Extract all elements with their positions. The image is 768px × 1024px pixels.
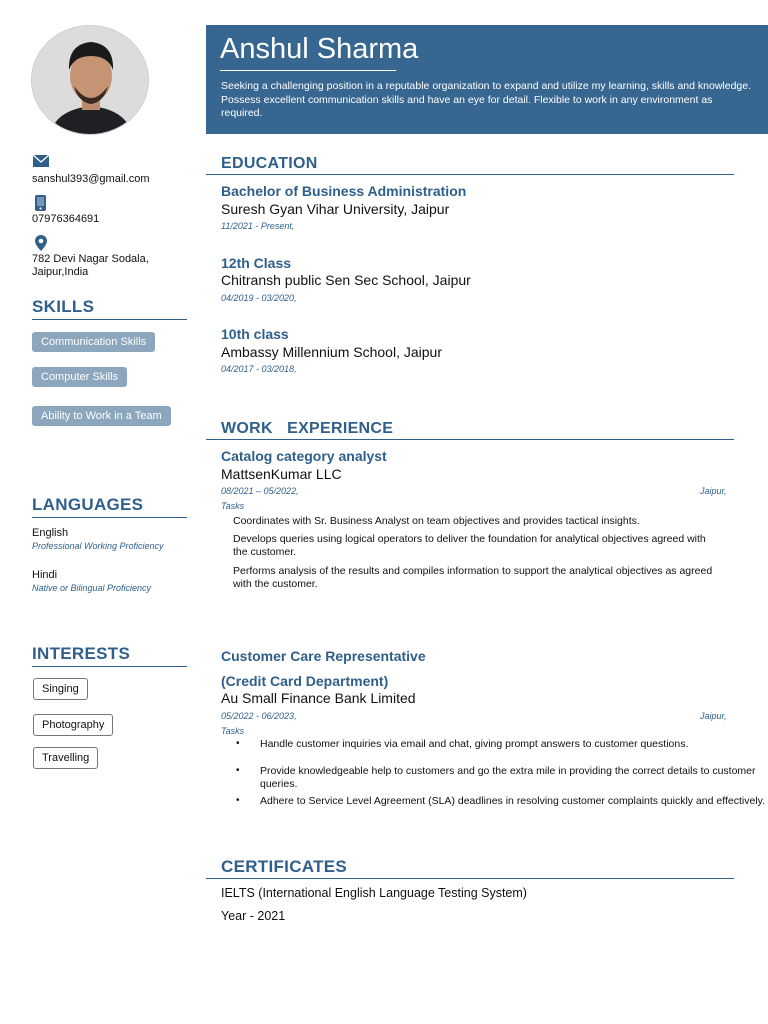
job-company: Au Small Finance Bank Limited: [221, 690, 416, 706]
job-duty: Handle customer inquiries via email and chat, giving prompt answers to customer questions.: [260, 738, 689, 750]
education-institution: Chitransh public Sen Sec School, Jaipur: [221, 272, 471, 288]
language-name: Hindi: [32, 569, 58, 581]
job-duty: Develops queries using logical operators to deliver the foundation for analytical objectives agreed with the customer.: [233, 533, 706, 558]
education-institution: Ambassy Millennium School, Jaipur: [221, 344, 442, 360]
education-degree: 12th Class: [221, 255, 292, 271]
job-duty: Coordinates with Sr. Business Analyst on team objectives and provides tactical insights.: [233, 515, 640, 527]
location-pin-icon: [35, 235, 47, 251]
bullet-marker: •: [236, 765, 240, 776]
interest-tag: Photography: [33, 714, 113, 736]
job-location: Jaipur,: [700, 486, 727, 496]
name-underline: [220, 70, 396, 71]
profile-summary: Seeking a challenging position in a reputable organization to expand and utilize my learning, skills and knowledge. Possess excellent communication skills and have an eye for detail. Flexible to work in any environment as required.: [221, 80, 752, 119]
job-dates: 05/2022 - 06/2023,: [221, 711, 297, 721]
job-title: Catalog category analyst: [221, 448, 387, 464]
skill-pill: Computer Skills: [32, 367, 127, 387]
certificate-name: IELTS (International English Language Testing System): [221, 886, 527, 900]
candidate-name: Anshul Sharma: [220, 33, 419, 65]
education-dates: 04/2019 - 03/2020,: [221, 293, 297, 303]
job-duty: Adhere to Service Level Agreement (SLA) deadlines in resolving customer complaints quickly and effectively.: [260, 795, 766, 807]
job-title: Customer Care Representative: [221, 648, 426, 664]
mail-icon: [33, 155, 49, 167]
job-company: MattsenKumar LLC: [221, 466, 342, 482]
contact-email[interactable]: sanshul393@gmail.com: [32, 173, 150, 185]
experience-heading: WORK EXPERIENCE: [206, 420, 734, 440]
interests-heading: INTERESTS: [32, 644, 187, 667]
language-level: Professional Working Proficiency: [32, 541, 164, 551]
education-degree: 10th class: [221, 326, 289, 342]
education-dates: 04/2017 - 03/2018,: [221, 364, 297, 374]
certificates-heading: CERTIFICATES: [206, 857, 734, 879]
skill-pill: Communication Skills: [32, 332, 155, 352]
contact-address-line1: 782 Devi Nagar Sodala,: [32, 253, 149, 265]
profile-photo: [31, 25, 149, 135]
bullet-marker: •: [236, 738, 240, 749]
language-name: English: [32, 527, 69, 539]
job-location: Jaipur,: [700, 711, 727, 721]
job-title-line2: (Credit Card Department): [221, 673, 389, 689]
certificate-year: Year - 2021: [221, 909, 286, 923]
interest-tag: Travelling: [33, 747, 98, 769]
bullet-marker: •: [236, 795, 240, 806]
tasks-label: Tasks: [221, 501, 245, 511]
job-duty: Provide knowledgeable help to customers and go the extra mile in providing the correct details to customer queries.: [260, 765, 756, 790]
job-dates: 08/2021 – 05/2022,: [221, 486, 299, 496]
education-institution: Suresh Gyan Vihar University, Jaipur: [221, 201, 450, 217]
education-heading: EDUCATION: [206, 155, 734, 175]
tasks-label: Tasks: [221, 726, 245, 736]
contact-address-line2: Jaipur,India: [32, 266, 89, 278]
skills-heading: SKILLS: [32, 297, 187, 320]
skill-pill: Ability to Work in a Team: [32, 406, 171, 426]
education-dates: 11/2021 - Present,: [221, 221, 295, 231]
phone-icon: [35, 195, 46, 211]
languages-heading: LANGUAGES: [32, 495, 187, 518]
language-level: Native or Bilingual Proficiency: [32, 583, 152, 593]
job-duty: Performs analysis of the results and compiles information to support the analytical objectives as agreed with the customer.: [233, 565, 713, 590]
education-degree: Bachelor of Business Administration: [221, 183, 467, 199]
interest-tag: Singing: [33, 678, 88, 700]
contact-phone[interactable]: 07976364691: [32, 213, 100, 225]
header-band: [206, 25, 768, 134]
